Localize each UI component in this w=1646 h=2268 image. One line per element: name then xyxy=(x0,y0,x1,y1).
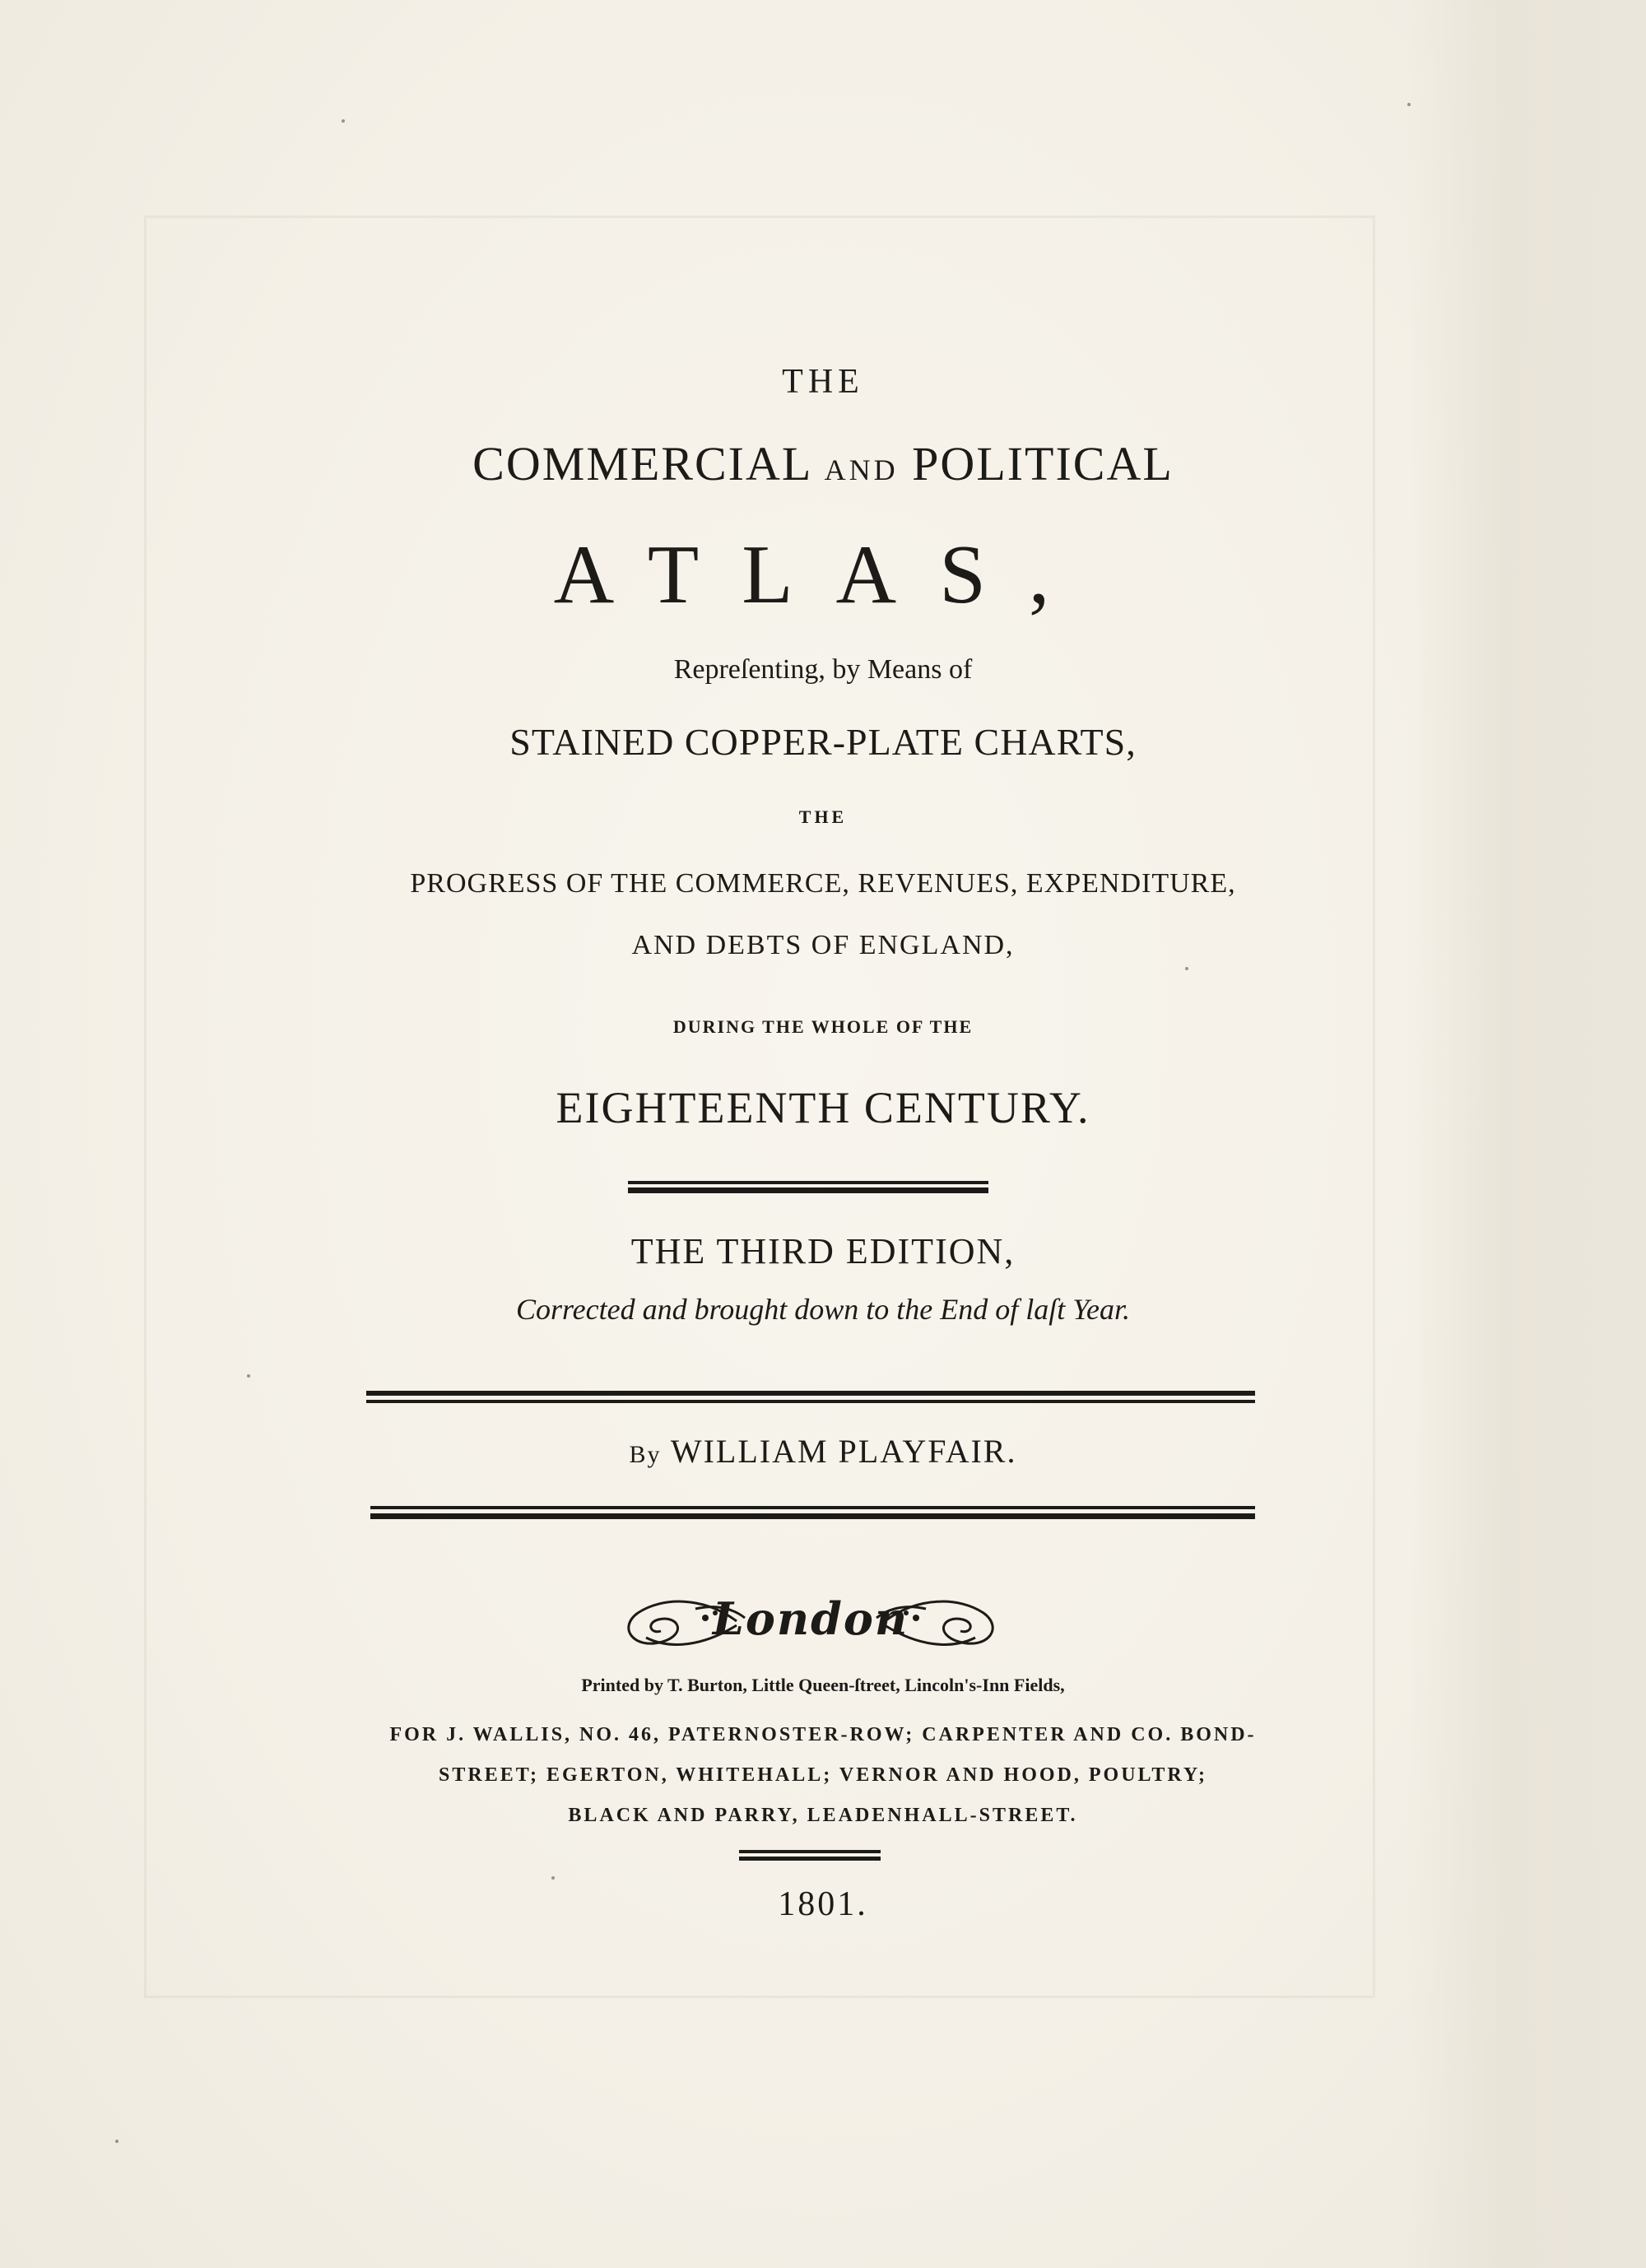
author-line xyxy=(0,1432,1646,1471)
edition-note: Corrected and brought down to the End of laſt Year. xyxy=(515,1293,1130,1326)
subtitle-century: EIGHTEENTH CENTURY. xyxy=(556,1083,1090,1132)
page-edge-shadow xyxy=(1407,0,1646,2268)
title-political: POLITICAL xyxy=(912,437,1174,490)
imprint-printer: Printed by T. Burton, Little Queen-ſtreet, Lincoln's-Inn Fields, xyxy=(581,1675,1065,1695)
title-and: AND xyxy=(824,453,899,486)
title-commercial-political xyxy=(0,436,1646,491)
imprint-city: London xyxy=(712,1592,909,1645)
title-atlas: ATLAS, xyxy=(553,528,1093,621)
subtitle-debts: AND DEBTS OF ENGLAND, xyxy=(631,930,1015,960)
imprint-publisher-line-2: STREET; EGERTON, WHITEHALL; VERNOR AND HOOD, POULTRY; xyxy=(439,1764,1207,1786)
author-by: By xyxy=(629,1441,662,1468)
subtitle-during: DURING THE WHOLE OF THE xyxy=(672,1016,974,1037)
imprint-publisher-line-3: BLACK AND PARRY, LEADENHALL-STREET. xyxy=(568,1805,1078,1826)
title-commercial: COMMERCIAL xyxy=(472,437,811,490)
subtitle-the: THE xyxy=(798,806,848,827)
rule-short xyxy=(628,1181,988,1194)
rule-imprint xyxy=(739,1850,881,1861)
author-name: WILLIAM PLAYFAIR. xyxy=(670,1433,1017,1470)
subtitle-progress: PROGRESS OF THE COMMERCE, REVENUES, EXPENDITURE, xyxy=(410,868,1236,899)
rule-long-lower xyxy=(370,1506,1255,1521)
rule-long-upper xyxy=(366,1391,1255,1404)
subtitle-representing: Repreſenting, by Means of xyxy=(673,654,973,685)
title-the: THE xyxy=(782,363,864,401)
edition-label: THE THIRD EDITION, xyxy=(630,1231,1016,1271)
subtitle-stained-charts: STAINED COPPER-PLATE CHARTS, xyxy=(509,721,1137,763)
imprint-year: 1801. xyxy=(778,1885,868,1923)
imprint-publisher-line-1: FOR J. WALLIS, NO. 46, PATERNOSTER-ROW; CARPENTER AND CO. BOND- xyxy=(389,1724,1257,1745)
